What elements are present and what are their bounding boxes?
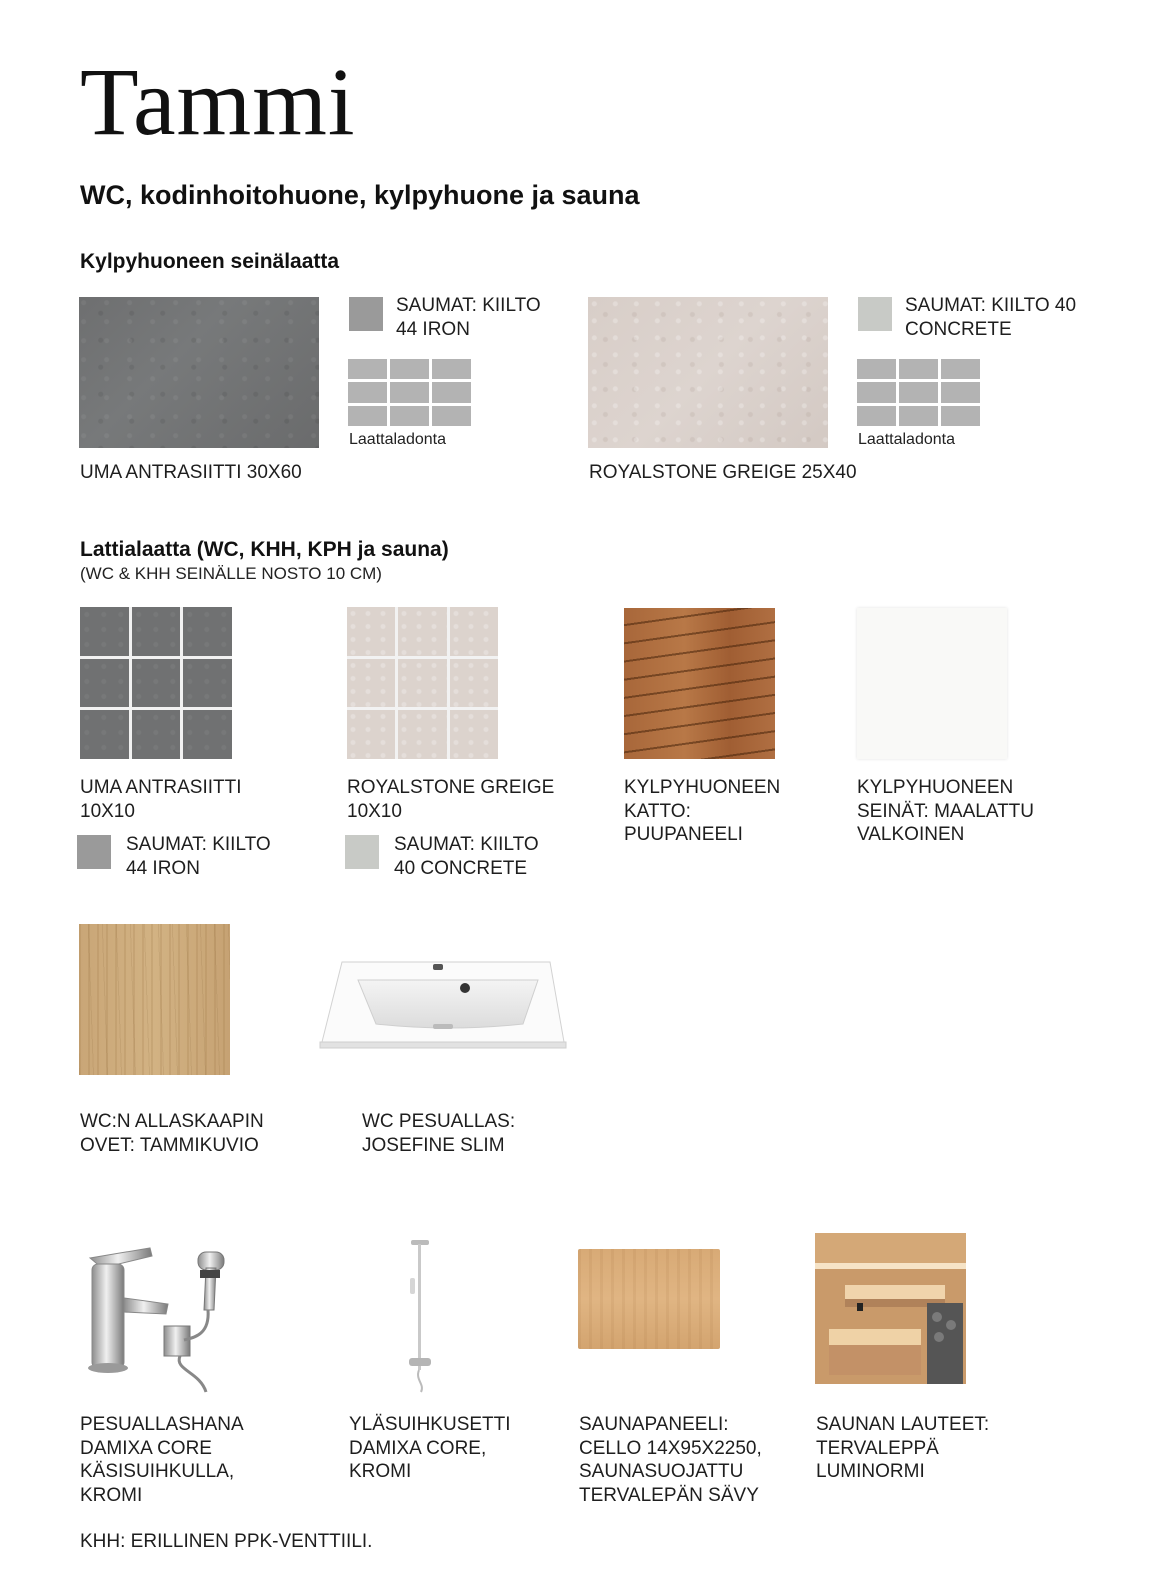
- uma-antrasiitti-tile-sample: [79, 297, 319, 448]
- grout-concrete-label: SAUMAT: KIILTO 40 CONCRETE: [905, 295, 1077, 340]
- grout-iron-label: SAUMAT: KIILTO 44 IRON: [396, 295, 541, 340]
- grout-label: SAUMAT: KIILTO 44 IRON: [126, 834, 271, 879]
- uma-antrasiitti-caption: UMA ANTRASIITTI 30X60: [80, 462, 302, 483]
- floor-item-caption: UMA ANTRASIITTI 10X10: [80, 777, 242, 822]
- floor-item-caption: ROYALSTONE GREIGE 10X10: [347, 777, 555, 822]
- tile-layout-label: Laattaladonta: [858, 431, 955, 448]
- wood-ceiling-panel-sample: [624, 608, 775, 759]
- fixture-caption: SAUNAPANEELI: CELLO 14X95X2250, SAUNASUOJATTU TERVALEPÄN SÄVY: [579, 1414, 762, 1506]
- royalstone-greige-10x10-sample: [347, 607, 498, 759]
- white-wall-paint-sample: [857, 608, 1007, 759]
- fixture-caption: YLÄSUIHKUSETTI DAMIXA CORE, KROMI: [349, 1414, 511, 1482]
- grout-iron-swatch: [77, 835, 111, 869]
- grout-label: SAUMAT: KIILTO 40 CONCRETE: [394, 834, 539, 879]
- wash-basin-image: [318, 958, 568, 1050]
- uma-antrasiitti-10x10-sample: [80, 607, 232, 759]
- grout-iron-swatch: [349, 297, 383, 331]
- floor-tile-heading: Lattialaatta (WC, KHH, KPH ja sauna): [80, 538, 449, 561]
- page-title: Tammi: [80, 48, 356, 155]
- basin-faucet-image: [80, 1240, 245, 1396]
- page-subtitle: WC, kodinhoitohuone, kylpyhuone ja sauna: [80, 180, 640, 210]
- tile-layout-diagram: [348, 359, 471, 426]
- floor-tile-note: (WC & KHH SEINÄLLE NOSTO 10 CM): [80, 564, 382, 583]
- fixture-caption: PESUALLASHANA DAMIXA CORE KÄSISUIHKULLA, KROMI: [80, 1414, 244, 1506]
- royalstone-greige-tile-sample: [588, 297, 828, 448]
- walls-caption: KYLPYHUONEEN SEINÄT: MAALATTU VALKOINEN: [857, 777, 1035, 845]
- wash-basin-caption: WC PESUALLAS: JOSEFINE SLIM: [362, 1111, 516, 1156]
- sauna-panel-sample: [578, 1249, 720, 1349]
- royalstone-greige-caption: ROYALSTONE GREIGE 25X40: [589, 462, 857, 483]
- tile-layout-label: Laattaladonta: [349, 431, 446, 448]
- sauna-benches-image: [815, 1233, 966, 1384]
- oak-cabinet-door-sample: [79, 924, 230, 1075]
- tile-layout-diagram: [857, 359, 980, 426]
- ceiling-caption: KYLPYHUONEEN KATTO: PUUPANEELI: [624, 777, 781, 845]
- cabinet-door-caption: WC:N ALLASKAAPIN OVET: TAMMIKUVIO: [80, 1111, 264, 1156]
- wall-tile-heading: Kylpyhuoneen seinälaatta: [80, 250, 340, 273]
- fixture-caption: SAUNAN LAUTEET: TERVALEPPÄ LUMINORMI: [816, 1414, 990, 1482]
- grout-concrete-swatch: [345, 835, 379, 869]
- footer-note: KHH: ERILLINEN PPK-VENTTIILI.: [80, 1531, 373, 1552]
- grout-concrete-swatch: [858, 297, 892, 331]
- shower-set-image: [405, 1238, 435, 1394]
